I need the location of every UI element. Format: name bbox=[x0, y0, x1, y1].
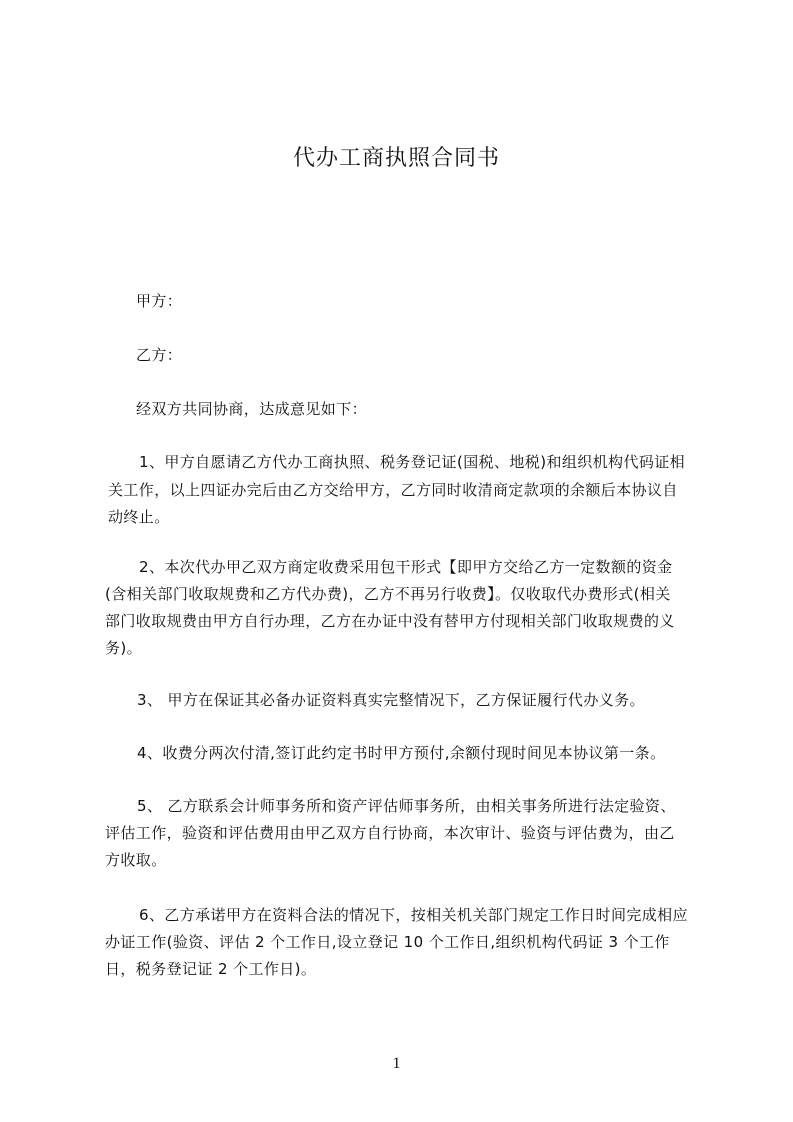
clause-4-line-1: 4、收费分两次付清,签订此约定书时甲方预付,余额付现时间见本协议第一条。 bbox=[137, 744, 666, 762]
page-number: 1 bbox=[392, 1055, 401, 1072]
document-title: 代办工商执照合同书 bbox=[292, 146, 500, 171]
clause-6-line-3: 日，税务登记证 2 个工作日)。 bbox=[105, 960, 317, 978]
clause-2-line-2: (含相关部门收取规费和乙方代办费)，乙方不再另行收费】。仅收取代办费形式(相关 bbox=[105, 585, 671, 603]
clause-1-line-1: 1、甲方自愿请乙方代办工商执照、税务登记证(国税、地税)和组织机构代码证相 bbox=[139, 453, 686, 471]
clause-1-line-2: 关工作，以上四证办完后由乙方交给甲方，乙方同时收清商定款项的余额后本协议自 bbox=[108, 481, 678, 499]
clause-5-line-3: 方收取。 bbox=[105, 851, 167, 869]
clause-5-line-1: 5、 乙方联系会计师事务所和资产评估师事务所，由相关事务所进行法定验资、 bbox=[137, 797, 676, 815]
clause-6-line-1: 6、乙方承诺甲方在资料合法的情况下，按相关机关部门规定工作日时间完成相应 bbox=[139, 906, 688, 924]
clause-3-line-1: 3、 甲方在保证其必备办证资料真实完整情况下，乙方保证履行代办义务。 bbox=[137, 691, 645, 709]
clause-1-line-3: 动终止。 bbox=[108, 508, 170, 526]
party-a-label: 甲方： bbox=[136, 292, 183, 310]
clause-2-line-3: 部门收取规费由甲方自行办理，乙方在办证中没有替甲方付现相关部门收取规费的义 bbox=[105, 612, 675, 630]
party-b-label: 乙方： bbox=[136, 346, 183, 364]
clause-2-line-1: 2、本次代办甲乙双方商定收费采用包干形式【即甲方交给乙方一定数额的资金 bbox=[139, 558, 673, 576]
intro-paragraph: 经双方共同协商，达成意见如下： bbox=[136, 400, 368, 418]
clause-6-line-2: 办证工作(验资、评估 2 个工作日,设立登记 10 个工作日,组织机构代码证 3 个工作 bbox=[105, 933, 670, 951]
clause-2-line-4: 务)。 bbox=[105, 639, 143, 657]
clause-5-line-2: 评估工作，验资和评估费用由甲乙双方自行协商，本次审计、验资与评估费为，由乙 bbox=[105, 824, 675, 842]
